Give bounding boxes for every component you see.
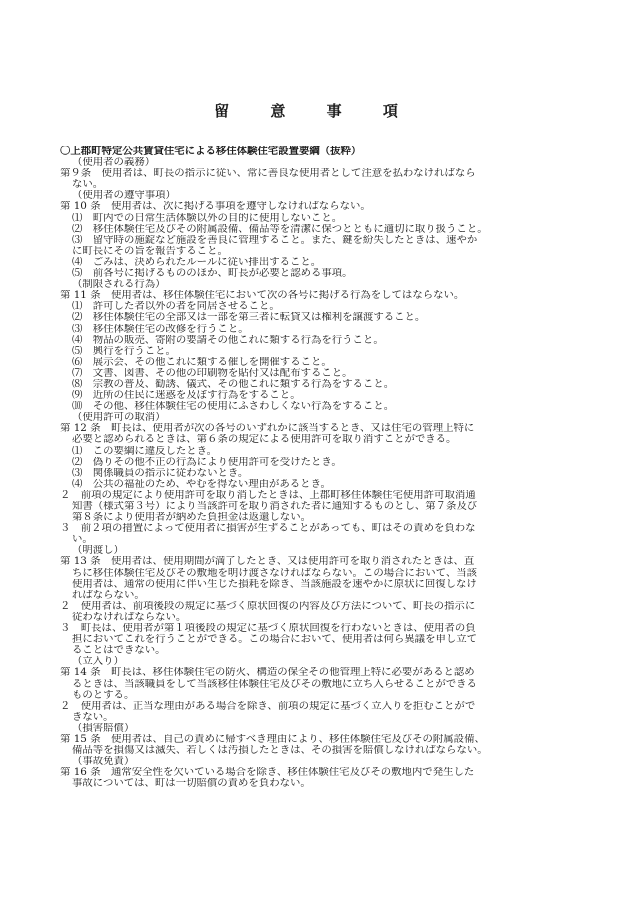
text-line: ればならない。 xyxy=(72,589,145,601)
text-line: ⑶ 移住体験住宅の改修を行うこと。 xyxy=(72,323,249,335)
document-heading: 〇上郡町特定公共賃貸住宅による移住体験住宅設置要綱（抜粋） xyxy=(60,146,362,157)
text-line: 第９条 使用者は、町長の指示に従い、常に善良な使用者として注意を払わなければなら xyxy=(60,168,476,180)
text-line: 使用者は、通常の使用に伴い生じた損耗を除き、当該施設を速やかに原状に回復しなけ xyxy=(72,578,477,590)
text-line: ⑵ 移住体験住宅の全部又は一部を第三者に転貸又は権利を譲渡すること。 xyxy=(72,312,426,324)
text-line: ⑷ 物品の販売、寄附の要請その他これに類する行為を行うこと。 xyxy=(72,334,384,346)
text-line: ２ 前項の規定により使用許可を取り消したときは、上郡町移住体験住宅使用許可取消通 xyxy=(60,489,476,501)
document-body xyxy=(60,146,580,789)
text-line: い。 xyxy=(72,534,93,546)
text-line: ⑵ 移住体験住宅及びその附属設備、備品等を清潔に保つとともに適切に取り扱うこと。 xyxy=(72,223,488,235)
text-line: ⑵ 偽りその他不正の行為により使用許可を受けたとき。 xyxy=(72,456,342,468)
text-line: ⑶ 関係職員の指示に従わないとき。 xyxy=(72,467,249,479)
text-line: ３ 前２項の措置によって使用者に損害が生ずることがあっても、町はその責めを負わな xyxy=(60,523,476,535)
text-line: ３ 町長は、使用者が第１項後段の規定に基づく原状回復を行わないときは、使用者の負 xyxy=(60,623,476,635)
text-line: ちに移住体験住宅及びその敷地を明け渡さなければならない。この場合において、当該 xyxy=(72,567,478,579)
text-line: ⑹ 展示会、その他これに類する催しを開催すること。 xyxy=(72,356,332,368)
article-caption: （事故免責） xyxy=(72,756,135,768)
article-caption: （制限される行為） xyxy=(72,279,166,291)
text-line: ⑶ 留守時の施錠など施設を善良に管理すること。また、鍵を紛失したときは、速やか xyxy=(72,234,478,246)
text-line: ⑻ 宗教の普及、勧誘、儀式、その他これに類する行為をすること。 xyxy=(72,378,395,390)
text-line: 第 13 条 使用者は、使用期間が満了したとき、又は使用許可を取り消されたときは、直 xyxy=(60,556,475,568)
text-line: ⑸ 興行を行うこと。 xyxy=(72,345,176,357)
article-caption: （立入り） xyxy=(72,656,124,668)
article-caption: （使用者の遵守事項） xyxy=(72,190,176,202)
text-line: ⑴ 町内での日常生活体験以外の目的に使用しないこと。 xyxy=(72,212,343,224)
text-line: ２ 使用者は、前項後段の規定に基づく原状回復の内容及び方法について、町長の指示に xyxy=(60,600,476,612)
text-line: 第 16 条 通常安全性を欠いている場合を除き、移住体験住宅及びその敷地内で発生した xyxy=(60,767,475,779)
text-line: ⑸ 前各号に掲げるもののほか、町長が必要と認める事項。 xyxy=(72,268,353,280)
text-line: ⑼ 近所の住民に迷惑を及ぼす行為をすること。 xyxy=(72,390,301,402)
text-line: きない。 xyxy=(72,711,114,723)
text-line: ⑴ 許可した者以外の者を同居させること。 xyxy=(72,301,280,313)
text-line: ⑺ 文書、図書、その他の印刷物を貼付又は配布すること。 xyxy=(72,367,353,379)
text-line: 第 11 条 使用者は、移住体験住宅において次の各号に掲げる行為をしてはならない。 xyxy=(60,290,465,302)
article-caption: （明渡し） xyxy=(72,545,124,557)
text-line: ることはできない。 xyxy=(72,645,166,657)
text-line: ⑴ この要綱に違反したとき。 xyxy=(72,445,218,457)
text-line: 知書（様式第３号）により当該許可を取り消された者に通知するものとし、第７条及び xyxy=(72,501,478,512)
text-line: 備品等を損傷又は滅失、若しくは汚損したときは、その損害を賠償しなければならない。 xyxy=(72,745,488,757)
text-line: 第 10 条 使用者は、次に掲げる事項を遵守しなければならない。 xyxy=(60,201,371,213)
text-line: ⑷ ごみは、決められたルールに従い排出すること。 xyxy=(72,256,322,268)
text-line: 担においてこれを行うことができる。この場合において、使用者は何ら異議を申し立て xyxy=(72,634,478,646)
article-caption: （使用許可の取消） xyxy=(72,412,166,424)
text-line: 必要と認められるときは、第６条の規定による使用許可を取り消すことができる。 xyxy=(72,434,457,446)
text-line: 第 14 条 町長は、移住体験住宅の防火、構造の保全その他管理上特に必要があると認め xyxy=(60,667,475,679)
text-line: 従わなければならない。 xyxy=(72,611,187,623)
text-line: 第 15 条 使用者は、自己の責めに帰すべき理由により、移住体験住宅及びその附属設備、 xyxy=(60,733,485,745)
article-caption: （使用者の義務） xyxy=(72,157,156,169)
text-line: ⑽ その他、移住体験住宅の使用にふさわしくない行為をすること。 xyxy=(72,401,395,413)
text-line: 第 12 条 町長は、使用者が次の各号のいずれかに該当するとき、又は住宅の管理上特に xyxy=(60,423,475,435)
text-line: 事故については、町は一切賠償の責めを負わない。 xyxy=(72,778,311,790)
text-line: に町長にその旨を報告すること。 xyxy=(72,245,228,257)
text-line: ２ 使用者は、正当な理由がある場合を除き、前項の規定に基づく立入りを拒むことがで xyxy=(60,700,476,712)
text-line: ⑷ 公共の福祉のため、やむを得ない理由があるとき。 xyxy=(72,478,331,490)
page-title: 留 意 事 項 xyxy=(214,102,416,120)
text-line: 第８条により使用者が納めた負担金は返還しない。 xyxy=(72,512,311,524)
article-caption: （損害賠償） xyxy=(72,722,135,734)
text-line: ない。 xyxy=(72,179,104,191)
text-line: ものとする。 xyxy=(72,689,135,701)
text-line: るときは、当該職員をして当該移住体験住宅及びその敷地に立ち入らせることができる xyxy=(72,678,477,690)
